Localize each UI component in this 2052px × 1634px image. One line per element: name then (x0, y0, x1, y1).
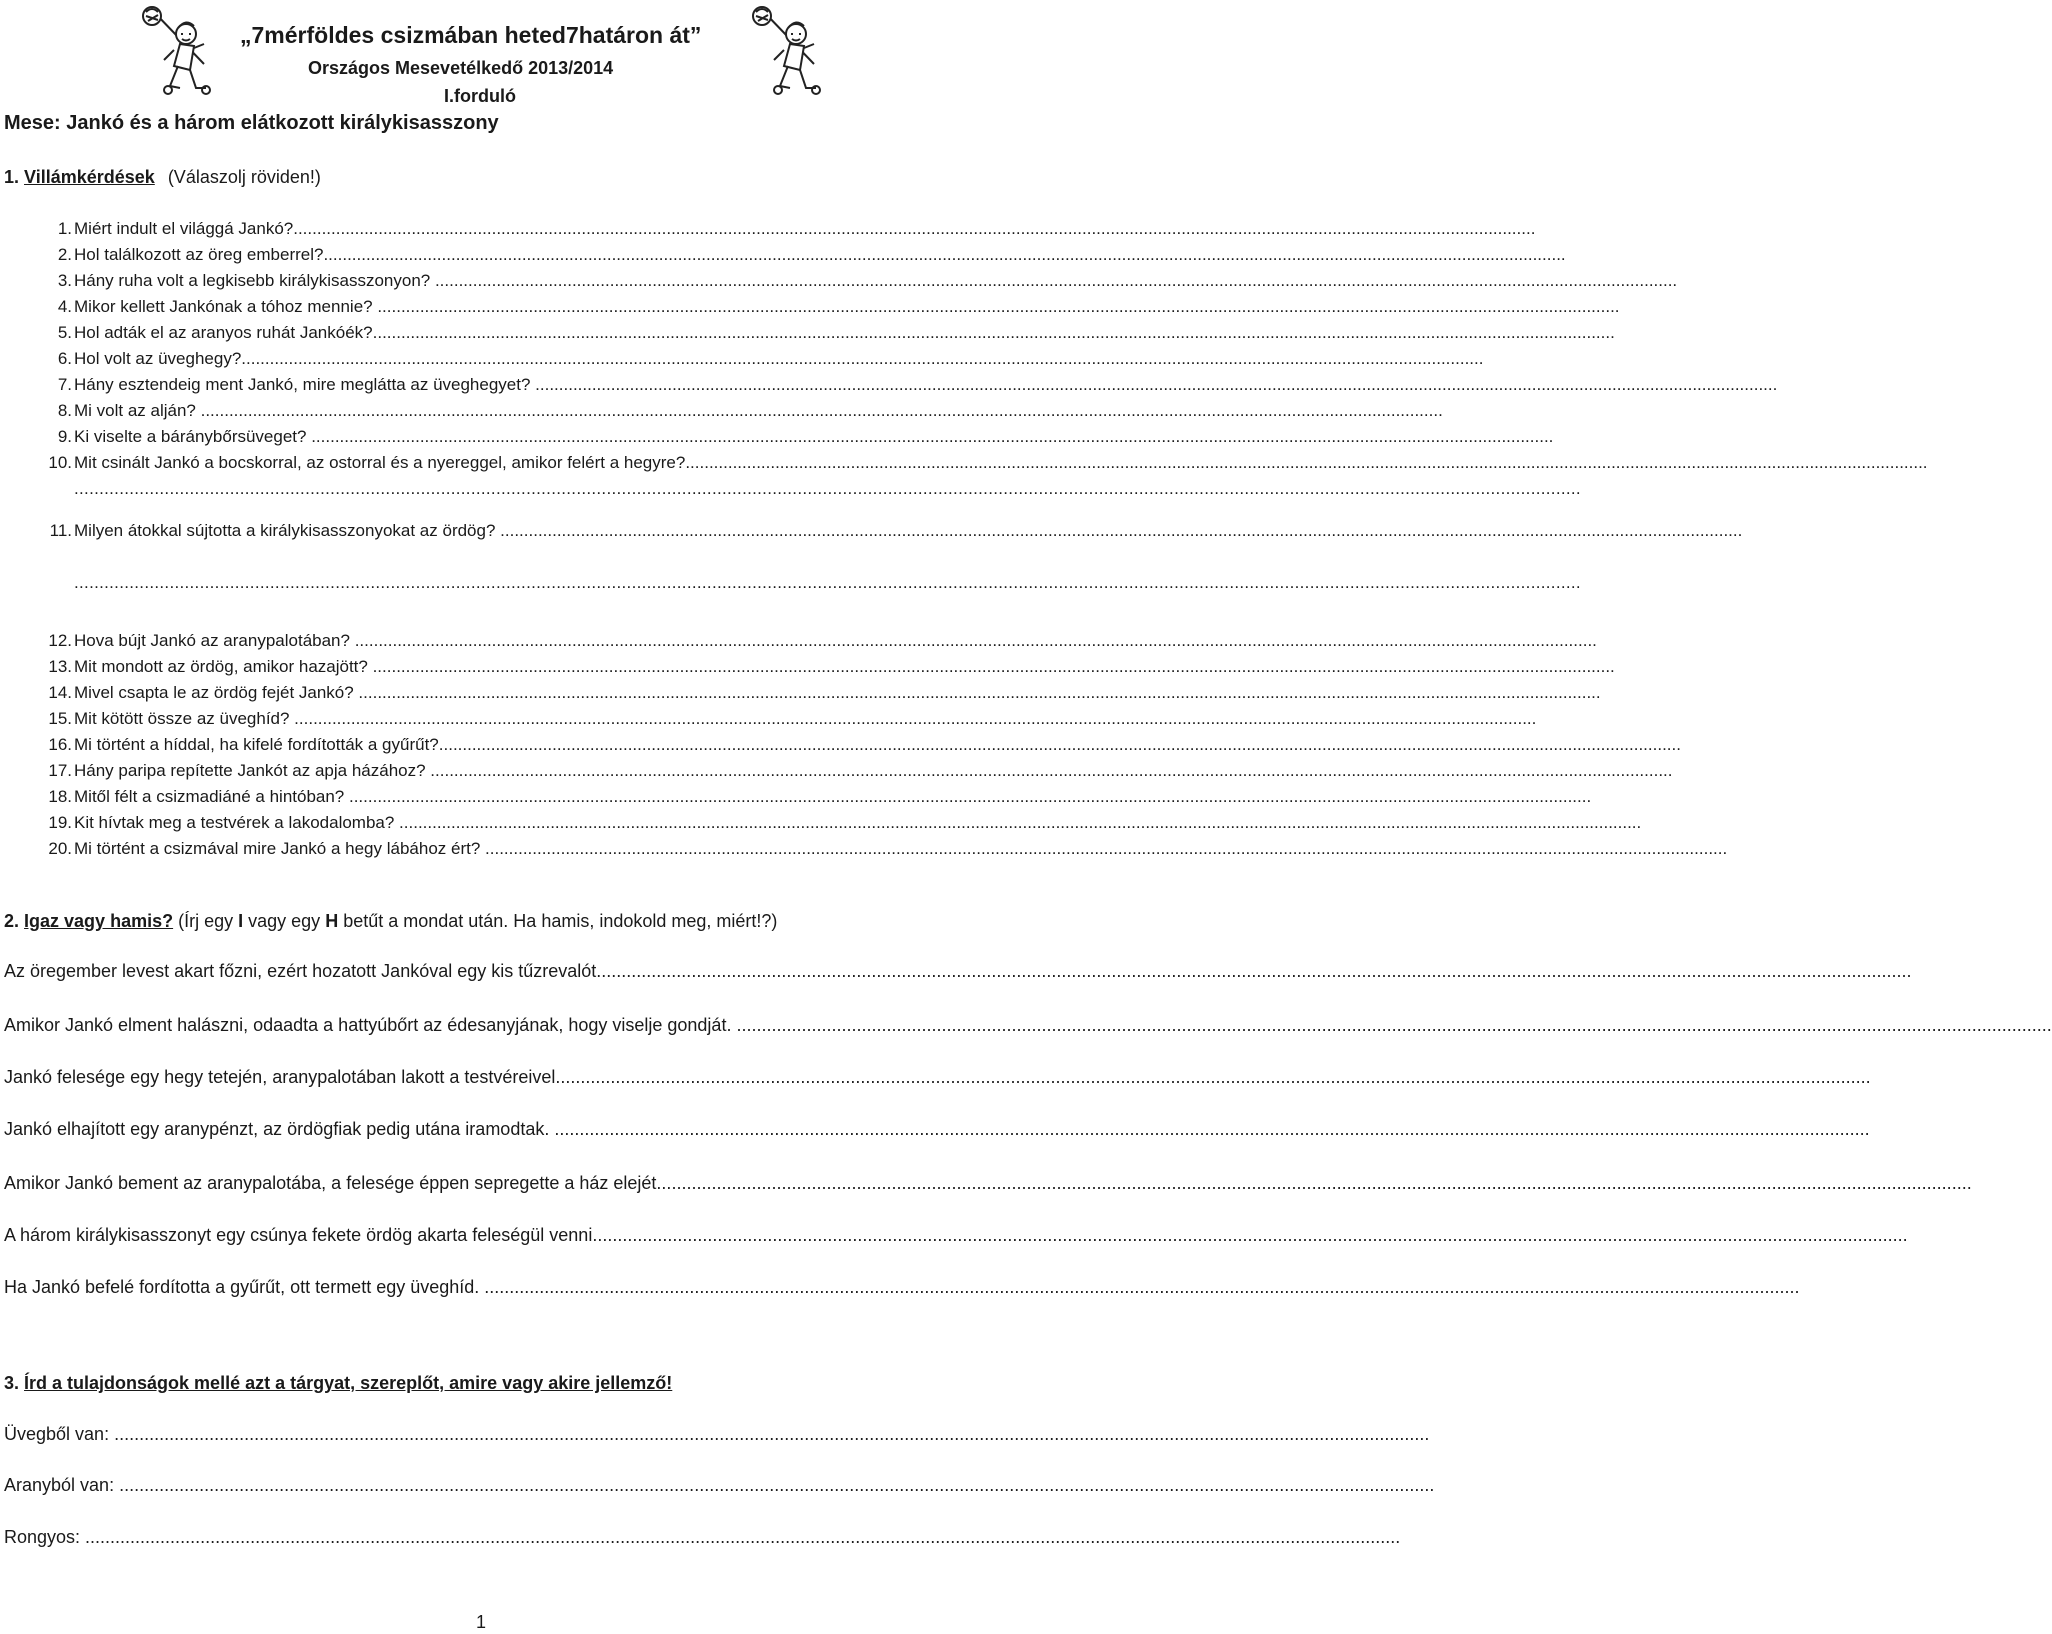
question-number: 5. (57, 323, 72, 342)
answer-dots[interactable]: .................................................................................................................................................................................................................................................................... (325, 427, 1554, 446)
question-text: Hány ruha volt a legkisebb királykisasszonyon? ....................................................................................................................................................................................................................................................................... (74, 271, 1678, 290)
question-number: 10. (48, 453, 72, 472)
story-title: Mese: Jankó és a három elátkozott királykisasszony (4, 112, 499, 134)
question-number: 15. (48, 709, 72, 728)
answer-dots[interactable]: .................................................................................................................................................................................................................................................................... (413, 813, 1642, 832)
question-number: 20. (48, 839, 72, 858)
section2-number: 2. (4, 911, 20, 931)
true-false-statement: Jankó felesége egy hegy tetején, aranypalotában lakott a testvéreivel....................................................................................................................................................................................................................................................................... (4, 1067, 1871, 1087)
answer-dots[interactable]: .................................................................................................................................................................................................................................................................... (363, 787, 1592, 806)
question-number: 16. (48, 735, 72, 754)
question-text: Mivel csapta le az ördög fejét Jankó? ....................................................................................................................................................................................................................................................................... (74, 683, 1601, 702)
question-number: 3. (57, 271, 72, 290)
answer-dots[interactable]: .................................................................................................................................................................................................................................................................... (372, 683, 1601, 702)
boy-with-bindle-icon (134, 4, 226, 104)
section1-instruction: (Válaszolj röviden!) (167, 167, 321, 187)
section3-title: Írd a tulajdonságok mellé azt a tárgyat, szereplőt, amire vagy akire jellemző! (24, 1373, 673, 1393)
question-text: Mi történt a csizmával mire Jankó a hegy lábához ért? ....................................................................................................................................................................................................................................................................... (74, 839, 1728, 858)
answer-dots[interactable]: .................................................................................................................................................................................................................................................................... (607, 1225, 1908, 1245)
answer-dots[interactable]: .................................................................................................................................................................................................................................................................... (386, 323, 1615, 342)
answer-dots[interactable]: .................................................................................................................................................................................................................................................................... (611, 961, 1912, 981)
answer-dots[interactable]: .................................................................................................................................................................................................................................................................... (129, 1424, 1430, 1444)
answer-dots[interactable]: .................................................................................................................................................................................................................................................................... (214, 401, 1443, 420)
section2-heading (4, 911, 777, 932)
question-number: 14. (48, 683, 72, 702)
question-text: Milyen átokkal sújtotta a királykisasszonyokat az ördög? ....................................................................................................................................................................................................................................................................... (74, 521, 1743, 540)
question-number: 12. (48, 631, 72, 650)
question-number: 13. (48, 657, 72, 676)
section2-instruction: (Írj egy I vagy egy H betűt a mondat után. Ha hamis, indokold meg, miért!?) (178, 911, 778, 931)
question-number: 9. (57, 427, 72, 446)
answer-dots[interactable]: .................................................................................................................................................................................................................................................................... (569, 1119, 1870, 1139)
property-item: Aranyból van: ....................................................................................................................................................................................................................................................................... (4, 1475, 1435, 1495)
question-number: 6. (57, 349, 72, 368)
answer-dots[interactable]: .................................................................................................................................................................................................................................................................... (444, 761, 1673, 780)
question-number: 18. (48, 787, 72, 806)
answer-dots[interactable]: .................................................................................................................................................................................................................................................................... (255, 349, 1484, 368)
question-number: 4. (57, 297, 72, 316)
answer-dots[interactable]: .................................................................................................................................................................................................................................................................... (308, 709, 1537, 728)
question-number: 11. (49, 521, 72, 540)
answer-dots[interactable]: .................................................................................................................................................................................................................................................................... (570, 1067, 1871, 1087)
answer-dots[interactable]: .................................................................................................................................................................................................................................................................... (134, 1475, 1435, 1495)
question-text: Miért indult el világgá Jankó?....................................................................................................................................................................................................................................................................... (74, 219, 1536, 238)
answer-dots[interactable]: .................................................................................................................................................................................................................................................................... (337, 245, 1566, 264)
true-false-statement: Ha Jankó befelé fordította a gyűrűt, ott termett egy üveghíd. ....................................................................................................................................................................................................................................................................... (4, 1277, 1800, 1297)
answer-dots[interactable]: .................................................................................................................................................................................................................................................................... (391, 297, 1620, 316)
true-false-statement: Amikor Jankó elment halászni, odaadta a hattyúbőrt az édesanyjának, hogy viselje gondját. ....................................................................................................................................................................................................................................................................... (4, 1015, 2052, 1035)
question-number: 7. (57, 375, 72, 394)
contest-title: „7mérföldes csizmában heted7határon át” (240, 22, 702, 48)
true-false-statement: A három királykisasszonyt egy csúnya fekete ördög akarta feleségül venni....................................................................................................................................................................................................................................................................... (4, 1225, 1908, 1245)
question-text: Kit hívtak meg a testvérek a lakodalomba? ....................................................................................................................................................................................................................................................................... (74, 813, 1642, 832)
answer-dots[interactable]: .................................................................................................................................................................................................................................................................... (452, 735, 1681, 754)
section1-title: Villámkérdések (24, 167, 155, 187)
question-text: Mit kötött össze az üveghíd? ....................................................................................................................................................................................................................................................................... (74, 709, 1537, 728)
true-false-statement: Az öregember levest akart főzni, ezért hozatott Jankóval egy kis tűzrevalót....................................................................................................................................................................................................................................................................... (4, 961, 1912, 981)
answer-dots[interactable]: .................................................................................................................................................................................................................................................................... (751, 1015, 2052, 1035)
question-text: Hol találkozott az öreg emberrel?....................................................................................................................................................................................................................................................................... (74, 245, 1566, 264)
answer-dots[interactable]: .................................................................................................................................................................................................................................................................... (499, 1277, 1800, 1297)
question-text: Mitől félt a csizmadiáné a hintóban? ....................................................................................................................................................................................................................................................................... (74, 787, 1592, 806)
contest-subtitle: Országos Mesevetélkedő 2013/2014 (308, 58, 614, 78)
question-text: Mi volt az alján? ....................................................................................................................................................................................................................................................................... (74, 401, 1443, 420)
question-text: Mikor kellett Jankónak a tóhoz mennie? ....................................................................................................................................................................................................................................................................... (74, 297, 1620, 316)
answer-dots[interactable]: .................................................................................................................................................................................................................................................................... (368, 631, 1597, 650)
answer-line[interactable]: ............................................................................................................................................................................................................................................................................................................ (74, 479, 1581, 498)
section3-heading (4, 1373, 672, 1394)
question-text: Hol adták el az aranyos ruhát Jankóék?....................................................................................................................................................................................................................................................................... (74, 323, 1615, 342)
question-text: Hova bújt Jankó az aranypalotában? ....................................................................................................................................................................................................................................................................... (74, 631, 1597, 650)
answer-dots[interactable]: .................................................................................................................................................................................................................................................................... (100, 1527, 1401, 1547)
section1-heading (4, 167, 321, 188)
question-text: Hány paripa repítette Jankót az apja házához? ....................................................................................................................................................................................................................................................................... (74, 761, 1673, 780)
answer-dots[interactable]: .................................................................................................................................................................................................................................................................... (549, 375, 1778, 394)
true-false-statement: Jankó elhajított egy aranypénzt, az ördögfiak pedig utána iramodtak. ....................................................................................................................................................................................................................................................................... (4, 1119, 1870, 1139)
question-number: 17. (48, 761, 72, 780)
round-label: I.forduló (444, 86, 516, 106)
question-text: Hol volt az üveghegy?....................................................................................................................................................................................................................................................................... (74, 349, 1484, 368)
question-number: 8. (57, 401, 72, 420)
true-false-statement: Amikor Jankó bement az aranypalotába, a felesége éppen sepregette a ház elejét....................................................................................................................................................................................................................................................................... (4, 1173, 1972, 1193)
answer-dots[interactable]: .................................................................................................................................................................................................................................................................... (514, 521, 1743, 540)
question-text: Hány esztendeig ment Jankó, mire meglátta az üveghegyet? ....................................................................................................................................................................................................................................................................... (74, 375, 1778, 394)
answer-dots[interactable]: .................................................................................................................................................................................................................................................................... (499, 839, 1728, 858)
property-item: Üvegből van: ....................................................................................................................................................................................................................................................................... (4, 1424, 1430, 1444)
question-number: 2. (57, 245, 72, 264)
answer-dots[interactable]: .................................................................................................................................................................................................................................................................... (671, 1173, 1972, 1193)
answer-dots[interactable]: .................................................................................................................................................................................................................................................................... (307, 219, 1536, 238)
boy-with-bindle-icon (744, 4, 836, 104)
section1-number: 1. (4, 167, 20, 187)
answer-line[interactable]: ............................................................................................................................................................................................................................................................................................................ (74, 573, 1581, 592)
question-number: 1. (57, 219, 72, 238)
question-text: Mit mondott az ördög, amikor hazajött? ....................................................................................................................................................................................................................................................................... (74, 657, 1615, 676)
question-text: Ki viselte a báránybőrsüveget? ....................................................................................................................................................................................................................................................................... (74, 427, 1554, 446)
section3-number: 3. (4, 1373, 20, 1393)
question-number: 19. (48, 813, 72, 832)
section2-title: Igaz vagy hamis? (24, 911, 174, 931)
question-text: Mit csinált Jankó a bocskorral, az ostorral és a nyereggel, amikor felért a hegyre?....................................................................................................................................................................................................................................................................... (74, 453, 1928, 472)
answer-dots[interactable]: .................................................................................................................................................................................................................................................................... (386, 657, 1615, 676)
property-item: Rongyos: ....................................................................................................................................................................................................................................................................... (4, 1527, 1401, 1547)
page-number: 1 (476, 1612, 487, 1632)
answer-dots[interactable]: .................................................................................................................................................................................................................................................................... (699, 453, 1928, 472)
question-text: Mi történt a híddal, ha kifelé fordították a gyűrűt?....................................................................................................................................................................................................................................................................... (74, 735, 1681, 754)
answer-dots[interactable]: .................................................................................................................................................................................................................................................................... (449, 271, 1678, 290)
